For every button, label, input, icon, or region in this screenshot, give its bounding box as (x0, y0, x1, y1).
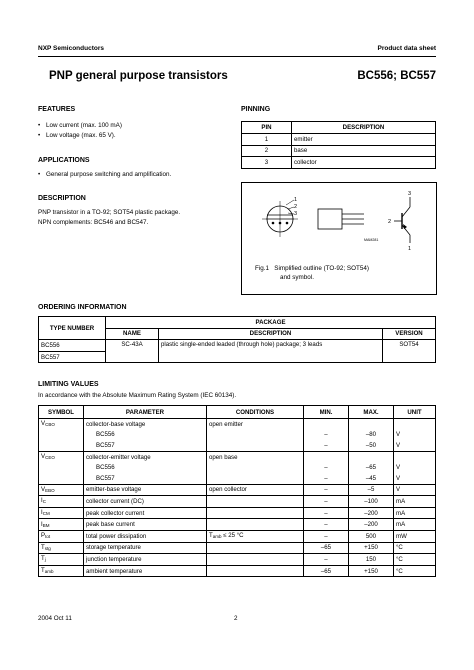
sym-pin-label: 3 (408, 191, 412, 197)
table-row (39, 430, 436, 441)
min-value: – (304, 519, 349, 531)
description-line: NPN complements: BC546 and BC547. (38, 218, 149, 226)
symbol-cell: $I_{CM}$ (39, 507, 84, 519)
max-value: 150 (349, 554, 394, 566)
conditions-cell (207, 496, 304, 508)
parameter-cell: peak collector current (84, 507, 207, 519)
header-rule (38, 56, 436, 57)
conditions-cell: $T_{amb} \le 25$ °C (207, 530, 304, 542)
feature-item: • Low voltage (max. 65 V). (38, 131, 228, 141)
conditions-cell (207, 554, 304, 566)
type-number: BC557 (39, 351, 106, 363)
unit-value: V (394, 440, 436, 451)
ordering-table (38, 316, 436, 363)
pkg-pin-label: 3 (294, 211, 298, 217)
pin-description: base (292, 145, 436, 157)
figure-caption (255, 264, 369, 282)
table-row (39, 451, 436, 462)
symbol-cell: $I_C$ (39, 496, 84, 508)
table-row (39, 519, 436, 531)
figure-caption-line: and symbol. (280, 274, 314, 281)
sym-pin-label: 2 (388, 219, 392, 225)
application-item: • General purpose switching and amplification. (38, 170, 238, 180)
pin-number: 3 (242, 157, 292, 169)
figure-caption-line: Simplified outline (TO-92; SOT54) (274, 265, 369, 272)
pin-description: collector (292, 157, 436, 169)
max-value: –80 (349, 430, 394, 441)
col-conditions: CONDITIONS (207, 406, 304, 419)
to92-outline-diagram (242, 183, 436, 253)
max-value: +150 (349, 565, 394, 577)
limiting-table (38, 405, 436, 577)
min-value: – (304, 496, 349, 508)
max-value: –200 (349, 519, 394, 531)
parameter-cell: collector-emitter voltage (84, 451, 207, 462)
conditions-cell (207, 565, 304, 577)
unit-value: V (394, 430, 436, 441)
table-row (39, 496, 436, 508)
ordering-col-name: NAME (106, 328, 159, 340)
pkg-pin-label: 2 (294, 204, 298, 210)
ordering-col-version: VERSION (383, 328, 436, 340)
table-row (39, 419, 436, 430)
ordering-col-package: PACKAGE (106, 317, 436, 329)
conditions-cell: open collector (207, 484, 304, 496)
col-parameter: PARAMETER (84, 406, 207, 419)
pin-number: 1 (242, 134, 292, 146)
conditions-cell: open emitter (207, 419, 304, 430)
package-name: SC-43A (106, 340, 159, 363)
symbol-cell: $V_{EBO}$ (39, 484, 84, 496)
limiting-heading: LIMITING VALUES (38, 381, 99, 388)
unit-value: mA (394, 507, 436, 519)
unit-value: V (394, 484, 436, 496)
table-row (39, 484, 436, 496)
unit-value: °C (394, 542, 436, 554)
parameter-cell: peak base current (84, 519, 207, 531)
ordering-heading: ORDERING INFORMATION (38, 304, 127, 311)
figure-code: MAM281 (364, 238, 379, 242)
unit-value: °C (394, 554, 436, 566)
min-value: – (304, 507, 349, 519)
pinning-col-pin: PIN (242, 122, 292, 134)
document-type: Product data sheet (377, 45, 436, 52)
variant-name: BC556 (84, 462, 207, 473)
table-row (39, 542, 436, 554)
max-value: –45 (349, 473, 394, 484)
symbol-cell: $P_{tot}$ (39, 530, 84, 542)
min-value: –65 (304, 542, 349, 554)
pin-number: 2 (242, 145, 292, 157)
table-row (242, 145, 436, 157)
symbol-cell: $T_{amb}$ (39, 565, 84, 577)
col-min: MIN. (304, 406, 349, 419)
min-value: –65 (304, 565, 349, 577)
package-description: plastic single-ended leaded (through hole) package; 3 leads (159, 340, 383, 363)
page-number: 2 (234, 615, 238, 622)
company-name: NXP Semiconductors (38, 45, 104, 52)
min-value: – (304, 430, 349, 441)
table-row (39, 554, 436, 566)
applications-heading: APPLICATIONS (38, 157, 90, 164)
min-value: – (304, 473, 349, 484)
pinning-col-desc: DESCRIPTION (292, 122, 436, 134)
unit-value: V (394, 473, 436, 484)
col-max: MAX. (349, 406, 394, 419)
features-heading: FEATURES (38, 106, 76, 113)
pkg-pin-label: 1 (294, 197, 298, 203)
col-unit: UNIT (394, 406, 436, 419)
max-value: –65 (349, 462, 394, 473)
max-value: –50 (349, 440, 394, 451)
table-row (39, 473, 436, 484)
table-row (242, 134, 436, 146)
min-value: – (304, 462, 349, 473)
pin-description: emitter (292, 134, 436, 146)
page-title: PNP general purpose transistors (49, 70, 228, 82)
footer-date: 2004 Oct 11 (38, 615, 72, 622)
applications-list (38, 170, 238, 180)
conditions-cell: open base (207, 451, 304, 462)
type-number: BC556 (39, 340, 106, 352)
figure-label: Fig.1 (255, 265, 269, 272)
symbol-cell: $T_{stg}$ (39, 542, 84, 554)
table-row (39, 340, 436, 352)
variant-name: BC557 (84, 473, 207, 484)
max-value: –5 (349, 484, 394, 496)
min-value: – (304, 530, 349, 542)
description-text (38, 208, 238, 227)
package-side-view (318, 209, 342, 229)
description-line: PNP transistor in a TO-92; SOT54 plastic package. (38, 209, 181, 216)
parameter-cell: storage temperature (84, 542, 207, 554)
features-list (38, 121, 228, 140)
parameter-cell: total power dissipation (84, 530, 207, 542)
sym-pin-label: 1 (408, 246, 412, 252)
unit-value: mA (394, 496, 436, 508)
unit-value: mW (394, 530, 436, 542)
parameter-cell: emitter-base voltage (84, 484, 207, 496)
unit-value: V (394, 462, 436, 473)
max-value: –100 (349, 496, 394, 508)
symbol-cell: $V_{CEO}$ (39, 451, 84, 462)
pinning-heading: PINNING (241, 106, 271, 113)
min-value: – (304, 484, 349, 496)
symbol-cell: $T_j$ (39, 554, 84, 566)
feature-item: • Low current (max. 100 mA) (38, 121, 228, 131)
parameter-cell: collector current (DC) (84, 496, 207, 508)
ordering-col-type: TYPE NUMBER (39, 317, 106, 340)
table-row (39, 565, 436, 577)
variant-name: BC556 (84, 430, 207, 441)
conditions-cell (207, 542, 304, 554)
package-figure (241, 182, 437, 295)
table-row (39, 530, 436, 542)
pinning-table (241, 121, 436, 169)
symbol-cell: $V_{CBO}$ (39, 419, 84, 430)
conditions-cell (207, 507, 304, 519)
unit-value: mA (394, 519, 436, 531)
parameter-cell: junction temperature (84, 554, 207, 566)
max-value: +150 (349, 542, 394, 554)
symbol-cell: $I_{BM}$ (39, 519, 84, 531)
min-value: – (304, 440, 349, 451)
parameter-cell: collector-base voltage (84, 419, 207, 430)
unit-value: °C (394, 565, 436, 577)
min-value: – (304, 554, 349, 566)
col-symbol: SYMBOL (39, 406, 84, 419)
table-row (242, 157, 436, 169)
description-heading: DESCRIPTION (38, 195, 86, 202)
max-value: –200 (349, 507, 394, 519)
parameter-cell: ambient temperature (84, 565, 207, 577)
table-row (39, 462, 436, 473)
ordering-col-desc: DESCRIPTION (159, 328, 383, 340)
limiting-subtitle: In accordance with the Absolute Maximum Rating System (IEC 60134). (38, 392, 237, 399)
table-row (39, 440, 436, 451)
part-numbers: BC556; BC557 (357, 70, 436, 82)
conditions-cell (207, 519, 304, 531)
table-row (39, 507, 436, 519)
package-version: SOT54 (383, 340, 436, 363)
variant-name: BC557 (84, 440, 207, 451)
max-value: 500 (349, 530, 394, 542)
